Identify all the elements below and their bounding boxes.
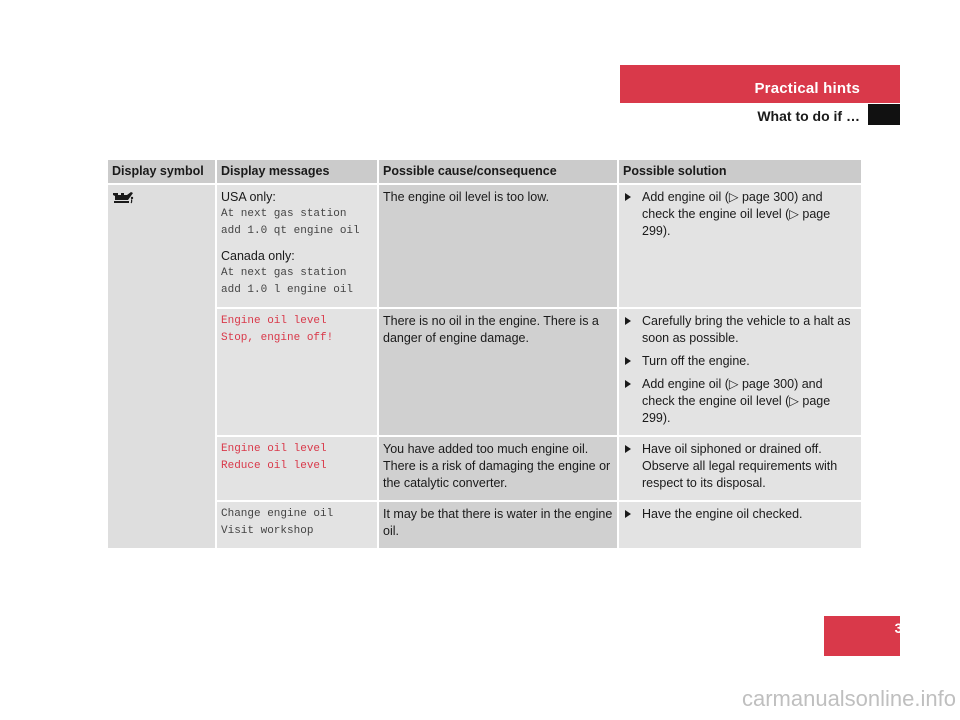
page-number: 371 [894, 620, 918, 636]
display-message-usa: At next gas station add 1.0 qt engine oil [221, 208, 360, 237]
solution-step: Add engine oil (▷ page 300) and check the engine oil level (▷ page 299). [623, 189, 857, 240]
solution-step: Have the engine oil checked. [623, 506, 857, 523]
display-message-cell [217, 437, 379, 502]
canada-only-label: Canada only: [221, 249, 295, 263]
solution-cell [619, 437, 861, 502]
bullet-arrow-icon [625, 510, 631, 518]
column-header-possible-solution: Possible solution [619, 160, 861, 185]
bullet-arrow-icon [625, 380, 631, 388]
display-message-cell [217, 502, 379, 550]
oil-can-icon [112, 190, 134, 206]
table-row [108, 437, 861, 502]
table-header-row [108, 160, 861, 185]
display-message-text: Engine oil level Stop, engine off! [221, 315, 334, 344]
cause-cell: It may be that there is water in the engine oil. [379, 502, 619, 550]
display-message-cell [217, 309, 379, 437]
solution-step: Add engine oil (▷ page 300) and check the engine oil level (▷ page 299). [623, 376, 857, 427]
cause-cell: You have added too much engine oil. There is a risk of damaging the engine or the catalytic converter. [379, 437, 619, 502]
bullet-arrow-icon [625, 193, 631, 201]
display-message-text: Change engine oil Visit workshop [221, 508, 334, 537]
table-row [108, 185, 861, 309]
column-header-display-symbol: Display symbol [108, 160, 217, 185]
column-header-display-messages: Display messages [217, 160, 379, 185]
table-row [108, 502, 861, 550]
bullet-arrow-icon [625, 317, 631, 325]
cause-cell: There is no oil in the engine. There is a danger of engine damage. [379, 309, 619, 437]
display-symbol-cell [108, 185, 217, 550]
subsection-title: What to do if … [757, 108, 860, 124]
solution-cell [619, 309, 861, 437]
solution-step: Have oil siphoned or drained off. Observe all legal requirements with respect to its disposal. [623, 441, 857, 492]
column-header-possible-cause: Possible cause/consequence [379, 160, 619, 185]
solution-cell [619, 185, 861, 309]
page-number-box [824, 616, 900, 656]
corner-block [868, 104, 900, 125]
cause-cell: The engine oil level is too low. [379, 185, 619, 309]
solution-step: Turn off the engine. [623, 353, 857, 370]
troubleshooting-table [108, 160, 861, 550]
display-message-cell [217, 185, 379, 309]
bullet-arrow-icon [625, 357, 631, 365]
usa-only-label: USA only: [221, 190, 276, 204]
display-message-canada: At next gas station add 1.0 l engine oil [221, 267, 354, 296]
solution-cell [619, 502, 861, 550]
table-row [108, 309, 861, 437]
section-title: Practical hints [754, 80, 860, 97]
solution-step: Carefully bring the vehicle to a halt as soon as possible. [623, 313, 857, 347]
display-message-text: Engine oil level Reduce oil level [221, 443, 327, 472]
watermark: carmanualsonline.info [741, 686, 956, 711]
bullet-arrow-icon [625, 445, 631, 453]
